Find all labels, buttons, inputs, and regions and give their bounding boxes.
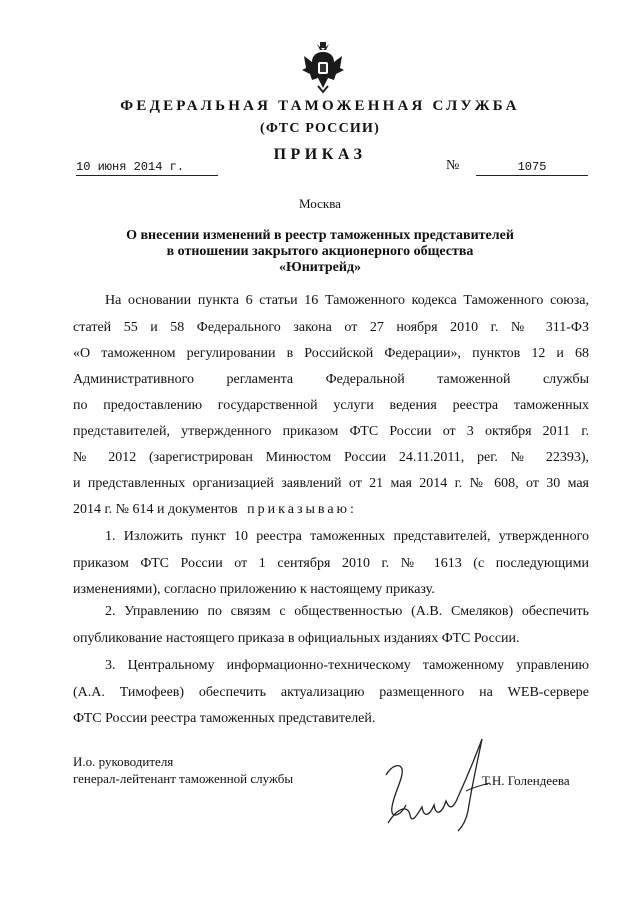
text-line: На основании пункта 6 статьи 16 Таможенного кодекса Таможенного союза,	[105, 293, 589, 308]
coat-of-arms-emblem	[300, 40, 346, 94]
directive-word: приказываю:	[247, 502, 357, 517]
order-date: 10 июня 2014 г.	[76, 160, 218, 176]
text-line: изменениями), согласно приложению к настоящему приказу.	[73, 582, 435, 597]
text-line: приказом ФТС России от 1 сентября 2010 г. № 1613 (с последующими	[73, 556, 589, 571]
subject-line: «Юнитрейд»	[278, 260, 362, 275]
subject-line: О внесении изменений в реестр таможенных представителей	[126, 228, 514, 243]
text-line: и представленных организацией заявлений от 21 мая 2014 г. № 608, от 30 мая	[73, 476, 589, 491]
signatory-title-line: И.о. руководителя	[73, 754, 174, 769]
text-line: 1. Изложить пункт 10 реестра таможенных представителей, утвержденного	[105, 529, 589, 544]
text-fragment: 2014 г. № 614 и документов	[73, 502, 238, 517]
signatory-title	[73, 753, 293, 787]
text-line: 2. Управлению по связям с общественностью (А.В. Смеляков) обеспечить	[105, 604, 589, 619]
number-sign: №	[446, 158, 460, 173]
handwritten-signature	[378, 735, 493, 835]
text-line: по предоставлению государственной услуги ведения реестра таможенных	[73, 398, 589, 413]
text-line	[73, 499, 589, 521]
text-line: опубликование настоящего приказа в официальных изданиях ФТС России.	[73, 631, 520, 646]
text-line: представителей, утвержденного приказом ФТС России от 3 октября 2011 г.	[73, 424, 589, 439]
order-number: 1075	[476, 160, 588, 176]
signatory-name: Т.Н. Голендеева	[482, 773, 570, 788]
subject-line: в отношении закрытого акционерного общества	[166, 244, 474, 259]
signatory-title-line: генерал-лейтенант таможенной службы	[73, 771, 294, 786]
text-line: ФТС России реестра таможенных представителей.	[73, 711, 376, 726]
text-line: статей 55 и 58 Федерального закона от 27 ноября 2010 г. № 311-ФЗ	[73, 320, 589, 335]
text-line: № 2012 (зарегистрирован Минюстом России 24.11.2011, рег. № 22393),	[73, 450, 589, 465]
text-line: 3. Центральному информационно-техническому таможенному управлению	[105, 658, 589, 673]
text-line: Административного регламента Федеральной таможенной службы	[73, 372, 589, 387]
text-line: (А.А. Тимофеев) обеспечить актуализацию размещенного на WEB-сервере	[73, 685, 589, 700]
agency-name: ФЕДЕРАЛЬНАЯ ТАМОЖЕННАЯ СЛУЖБА	[120, 98, 520, 114]
order-subject	[0, 228, 640, 276]
text-line: «О таможенном регулировании в Российской Федерации», пунктов 12 и 68	[73, 346, 589, 361]
agency-abbreviation: (ФТС РОССИИ)	[260, 121, 380, 136]
city: Москва	[299, 196, 341, 211]
document-type: ПРИКАЗ	[273, 146, 367, 163]
